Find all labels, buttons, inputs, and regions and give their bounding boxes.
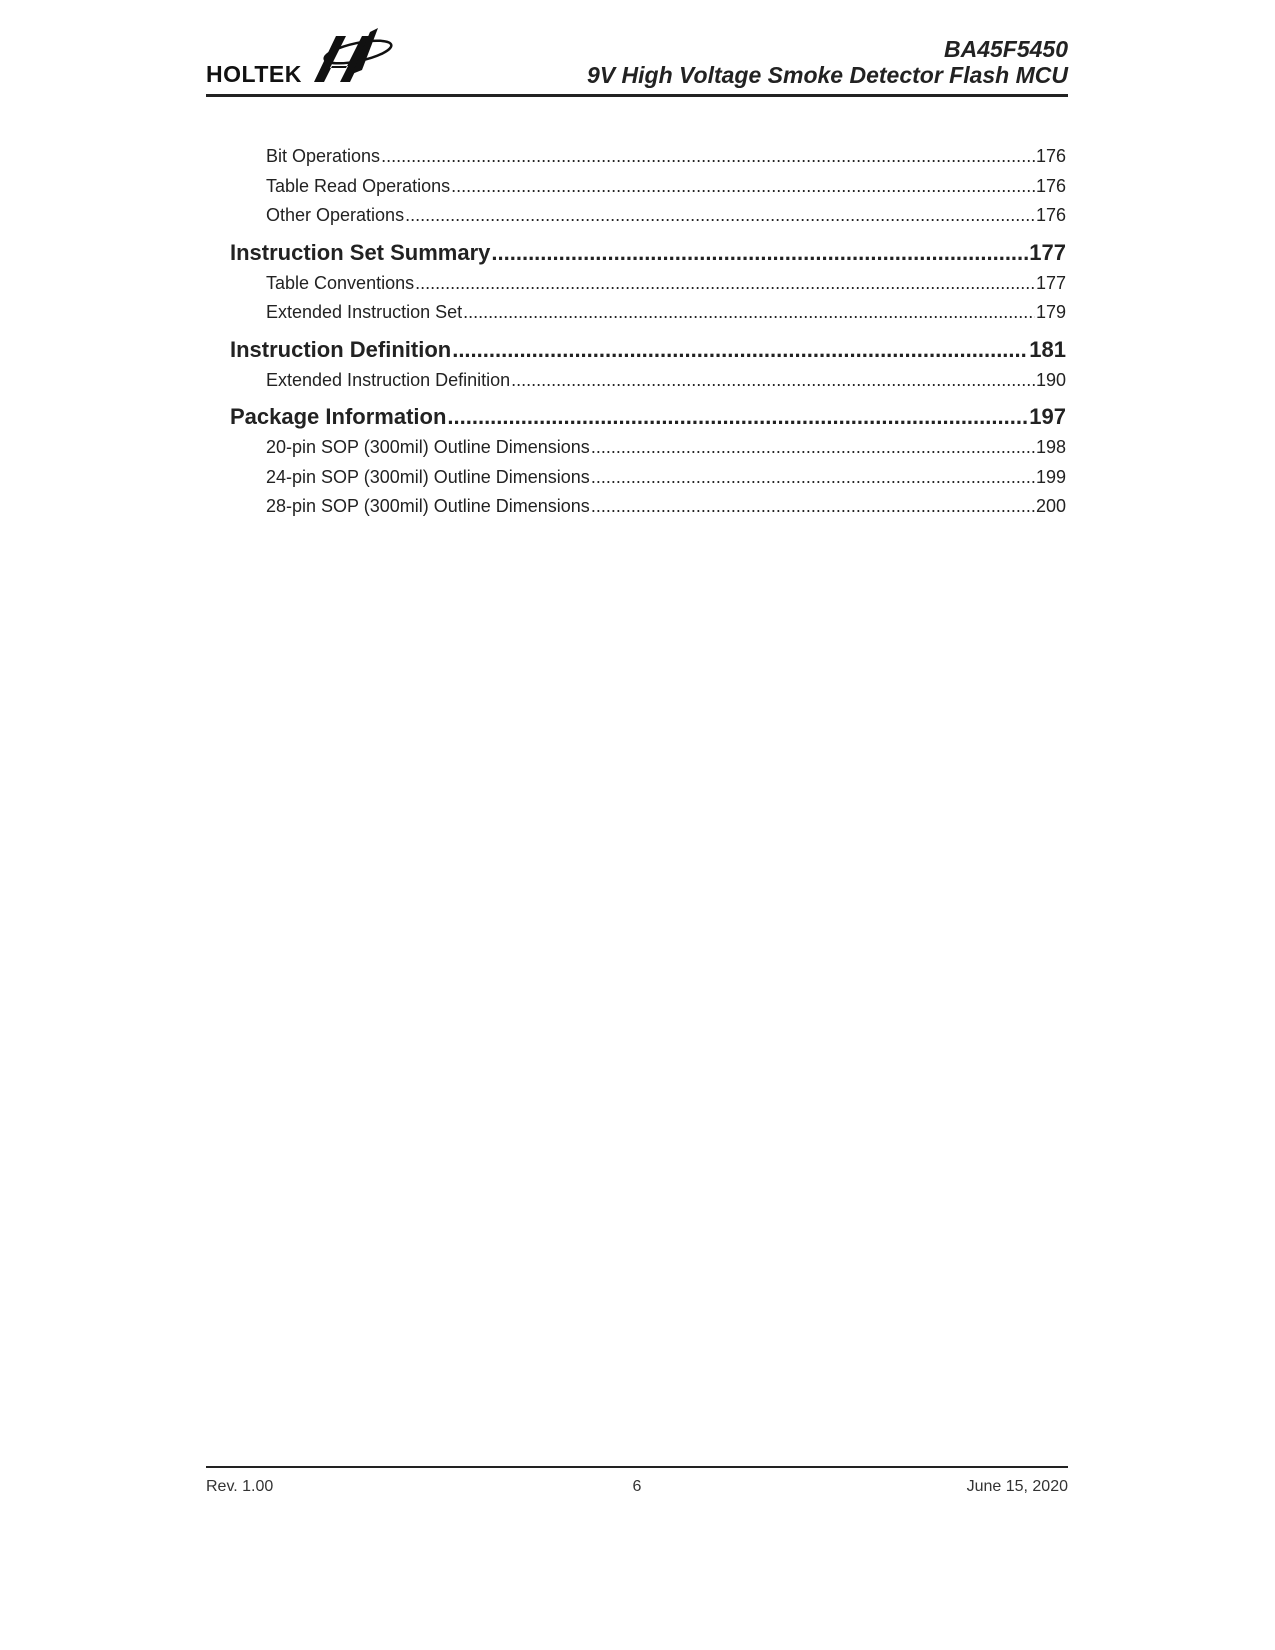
toc-entry-page: 200 xyxy=(1035,496,1066,516)
toc-entry-page: 179 xyxy=(1035,302,1066,322)
toc-entry-title: Package Information xyxy=(230,404,447,429)
toc-subsection-entry[interactable] xyxy=(230,366,1066,396)
toc-subsection-entry[interactable] xyxy=(230,201,1066,231)
toc-entry-title: Extended Instruction Set xyxy=(266,302,463,322)
toc-entry-page: 177 xyxy=(1035,272,1066,293)
revision-label: Rev. 1.00 xyxy=(206,1478,274,1495)
toc-entry-page: 197 xyxy=(1029,404,1066,429)
toc-dot-leader xyxy=(591,433,1035,463)
toc-dot-leader xyxy=(415,269,1035,299)
toc-entry-page: 199 xyxy=(1035,466,1066,487)
toc-entry-title: 24-pin SOP (300mil) Outline Dimensions xyxy=(266,466,590,487)
page-header xyxy=(206,26,1068,96)
table-of-contents xyxy=(230,142,1066,522)
toc-entry-title: Instruction Definition xyxy=(230,336,452,362)
toc-dot-leader xyxy=(381,142,1035,172)
page-footer xyxy=(206,1478,1068,1500)
toc-entry-title: Table Conventions xyxy=(266,272,415,293)
toc-entry-title: Instruction Set Summary xyxy=(230,239,491,265)
holtek-logo-mark-icon xyxy=(306,26,396,84)
toc-dot-leader xyxy=(591,492,1035,522)
page-number: 6 xyxy=(632,1478,642,1495)
toc-entry-title: Extended Instruction Definition xyxy=(266,369,511,390)
toc-subsection-entry[interactable] xyxy=(230,142,1066,172)
toc-section-entry[interactable] xyxy=(230,334,1066,366)
toc-entry-page: 181 xyxy=(1029,336,1066,362)
toc-entry-title: Bit Operations xyxy=(266,146,381,166)
document-subtitle: 9V High Voltage Smoke Detector Flash MCU xyxy=(587,62,1068,88)
toc-subsection-entry[interactable] xyxy=(230,492,1066,522)
toc-dot-leader xyxy=(452,334,1028,366)
toc-entry-page: 177 xyxy=(1029,239,1066,265)
header-divider xyxy=(206,94,1068,97)
toc-subsection-entry[interactable] xyxy=(230,172,1066,202)
toc-entry-page: 198 xyxy=(1035,437,1066,457)
toc-entry-page: 190 xyxy=(1035,369,1066,390)
toc-dot-leader xyxy=(447,401,1028,433)
toc-dot-leader xyxy=(591,463,1035,493)
toc-subsection-entry[interactable] xyxy=(230,463,1066,493)
toc-section-entry[interactable] xyxy=(230,401,1066,433)
footer-divider xyxy=(206,1466,1068,1468)
toc-entry-title: Table Read Operations xyxy=(266,175,451,196)
toc-entry-page: 176 xyxy=(1035,146,1066,166)
toc-dot-leader xyxy=(491,237,1028,269)
model-number: BA45F5450 xyxy=(943,36,1068,62)
toc-entry-page: 176 xyxy=(1035,175,1066,196)
toc-dot-leader xyxy=(511,366,1035,396)
logo-text: HOLTEK xyxy=(206,61,302,87)
toc-section-entry[interactable] xyxy=(230,237,1066,269)
toc-dot-leader xyxy=(405,201,1035,231)
toc-dot-leader xyxy=(451,172,1035,202)
header-titles xyxy=(587,36,1068,88)
toc-dot-leader xyxy=(463,298,1035,328)
toc-entry-page: 176 xyxy=(1035,205,1066,225)
toc-subsection-entry[interactable] xyxy=(230,298,1066,328)
publication-date: June 15, 2020 xyxy=(966,1478,1068,1495)
holtek-logo xyxy=(206,26,396,88)
toc-subsection-entry[interactable] xyxy=(230,433,1066,463)
toc-subsection-entry[interactable] xyxy=(230,269,1066,299)
toc-entry-title: 28-pin SOP (300mil) Outline Dimensions xyxy=(266,496,590,516)
toc-entry-title: Other Operations xyxy=(266,205,405,225)
toc-entry-title: 20-pin SOP (300mil) Outline Dimensions xyxy=(266,437,590,457)
